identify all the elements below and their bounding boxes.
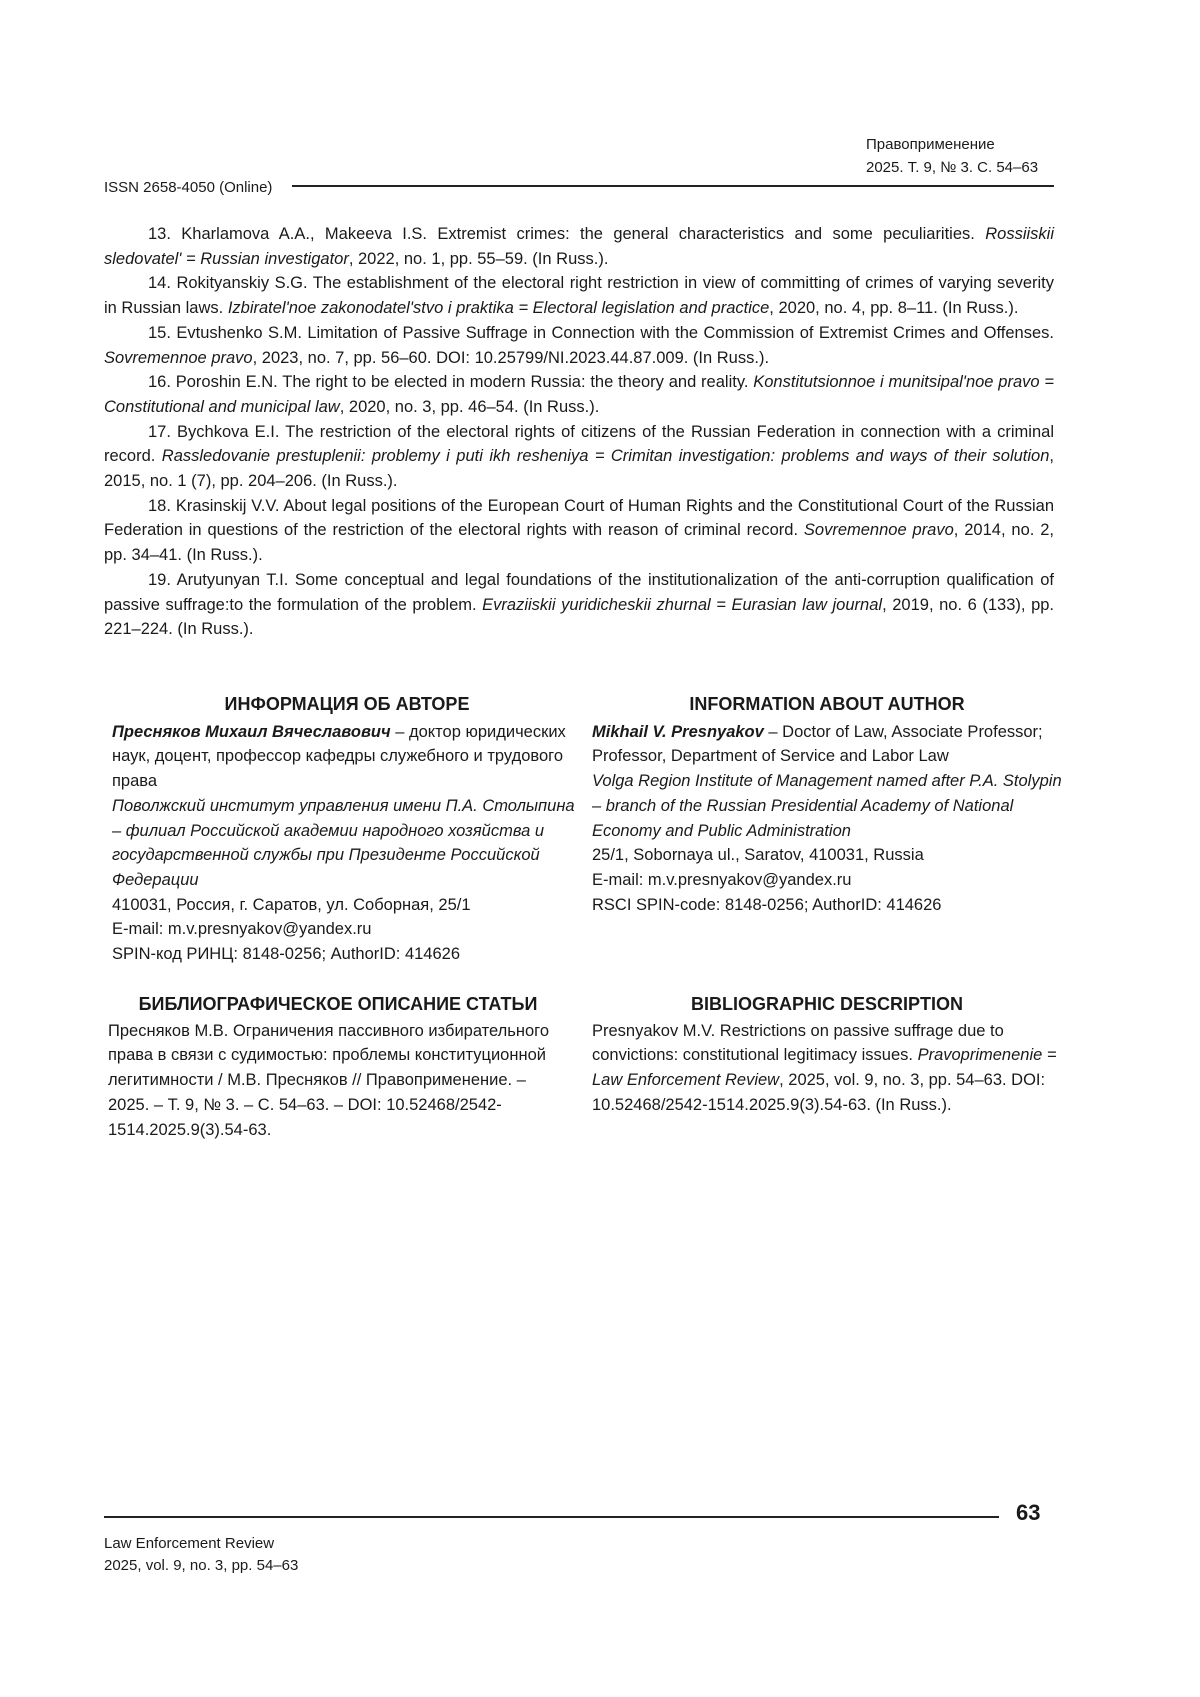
- affiliation-text: Volga Region Institute of Management named after P.A. Stolypin – branch of the Russian Presidential Academy of National Economy and Public Administration: [592, 772, 1062, 839]
- reference-source: Rossiiskii sledovatel' = Russian investigator: [104, 225, 1054, 268]
- author-degree: – Doctor of Law, Associate Professor; Professor, Department of Service and Labor Law: [592, 723, 1043, 766]
- reference-source: Sovremennoe pravo: [804, 521, 954, 539]
- bibliographic-details: , 2025, vol. 9, no. 3, pp. 54–63. DOI: 10.52468/2542-1514.2025.9(3).54-63. (In Russ.).: [592, 1071, 1045, 1114]
- author-position: [112, 720, 582, 794]
- reference-details: , 2015, no. 1 (7), pp. 204–206. (In Russ.).: [104, 447, 1054, 490]
- reference-item: [104, 321, 1054, 370]
- bibliographic-text: Пресняков М.В. Ограничения пассивного избирательного права в связи с судимостью: проблемы конституционной легитимности / М.В. Пресняков // Правоприменение. – 2025. – Т. 9, № 3. – С. 54–63. – DOI: 10.52468/2542-1514.2025.9(3).54-63.: [108, 1019, 568, 1143]
- bibliographic-citation: Presnyakov M.V. Restrictions on passive suffrage due to convictions: constitutional legitimacy issues.: [592, 1022, 1004, 1065]
- bibliographic-description-en: [592, 992, 1062, 1118]
- footer-divider: [104, 1516, 999, 1518]
- author-info-heading: INFORMATION ABOUT AUTHOR: [592, 692, 1062, 717]
- journal-issue: 2025. Т. 9, № 3. С. 54–63: [866, 159, 1038, 176]
- reference-text: 19. Arutyunyan T.I. Some conceptual and legal foundations of the institutionalization of the anti-corruption qualification of passive suffrage:to the formulation of the problem.: [104, 571, 1054, 614]
- author-info-en: [592, 692, 1062, 917]
- bibliographic-source: Pravoprimenenie = Law Enforcement Review: [592, 1046, 1057, 1089]
- reference-item: [104, 568, 1054, 642]
- reference-list: [104, 222, 1054, 642]
- affiliation-text: Поволжский институт управления имени П.А. Столыпина – филиал Российской академии народного хозяйства и государственной службы при Президенте Российской Федерации: [112, 797, 575, 889]
- author-ids: RSCI SPIN-code: 8148-0256; AuthorID: 414626: [592, 893, 1062, 918]
- reference-item: [104, 420, 1054, 494]
- reference-text: 17. Bychkova E.I. The restriction of the electoral rights of citizens of the Russian Federation in connection with a criminal record.: [104, 423, 1054, 466]
- author-info-heading: ИНФОРМАЦИЯ ОБ АВТОРЕ: [112, 692, 582, 717]
- footer-journal-issue: 2025, vol. 9, no. 3, pp. 54–63: [104, 1557, 298, 1574]
- author-position: [592, 720, 1062, 769]
- author-degree: – доктор юридических наук, доцент, профессор кафедры служебного и трудового права: [112, 723, 566, 790]
- reference-source: Evraziiskii yuridicheskii zhurnal = Eurasian law journal: [482, 596, 882, 614]
- author-affiliation: [112, 794, 582, 893]
- bibliographic-heading: БИБЛИОГРАФИЧЕСКОЕ ОПИСАНИЕ СТАТЬИ: [108, 992, 568, 1017]
- reference-details: , 2020, no. 3, pp. 46–54. (In Russ.).: [340, 398, 600, 416]
- bibliographic-heading: BIBLIOGRAPHIC DESCRIPTION: [592, 992, 1062, 1017]
- reference-text: 13. Kharlamova A.A., Makeeva I.S. Extremist crimes: the general characteristics and some peculiarities.: [148, 225, 985, 243]
- reference-details: , 2023, no. 7, pp. 56–60. DOI: 10.25799/NI.2023.44.87.009. (In Russ.).: [253, 349, 769, 367]
- author-address: 410031, Россия, г. Саратов, ул. Соборная, 25/1: [112, 893, 582, 918]
- header-divider: [292, 185, 1054, 187]
- bibliographic-description-ru: [108, 992, 568, 1142]
- author-info-ru: [112, 692, 582, 967]
- footer-journal-name: Law Enforcement Review: [104, 1535, 274, 1552]
- page-number: 63: [1016, 1500, 1040, 1526]
- author-ids: SPIN-код РИНЦ: 8148-0256; AuthorID: 414626: [112, 942, 582, 967]
- reference-item: [104, 370, 1054, 419]
- reference-details: , 2022, no. 1, pp. 55–59. (In Russ.).: [349, 250, 609, 268]
- reference-source: Konstitutsionnoe i munitsipal'noe pravo = Constitutional and municipal law: [104, 373, 1054, 416]
- reference-details: , 2020, no. 4, pp. 8–11. (In Russ.).: [769, 299, 1018, 317]
- reference-source: Izbiratel'noe zakonodatel'stvo i praktika = Electoral legislation and practice: [228, 299, 769, 317]
- reference-source: Rassledovanie prestuplenii: problemy i puti ikh resheniya = Crimitan investigation: problems and ways of their solution: [162, 447, 1050, 465]
- reference-details: , 2014, no. 2, pp. 34–41. (In Russ.).: [104, 521, 1054, 564]
- reference-details: , 2019, no. 6 (133), pp. 221–224. (In Russ.).: [104, 596, 1054, 639]
- reference-text: 14. Rokityanskiy S.G. The establishment of the electoral right restriction in view of committing of crimes of varying severity in Russian laws.: [104, 274, 1054, 317]
- reference-source: Sovremennoe pravo: [104, 349, 253, 367]
- issn: ISSN 2658-4050 (Online): [104, 179, 272, 196]
- reference-text: 16. Poroshin E.N. The right to be elected in modern Russia: the theory and reality.: [148, 373, 753, 391]
- author-name: Mikhail V. Presnyakov: [592, 723, 764, 741]
- reference-item: [104, 271, 1054, 320]
- author-address: 25/1, Sobornaya ul., Saratov, 410031, Russia: [592, 843, 1062, 868]
- author-email: E-mail: m.v.presnyakov@yandex.ru: [592, 868, 1062, 893]
- journal-name: Правоприменение: [866, 136, 995, 153]
- reference-item: [104, 494, 1054, 568]
- reference-text: 18. Krasinskij V.V. About legal positions of the European Court of Human Rights and the Constitutional Court of the Russian Federation in questions of the restriction of the electoral rights with reason of criminal record.: [104, 497, 1054, 540]
- reference-item: [104, 222, 1054, 271]
- author-affiliation: [592, 769, 1062, 843]
- reference-text: 15. Evtushenko S.M. Limitation of Passive Suffrage in Connection with the Commission of Extremist Crimes and Offenses.: [148, 324, 1054, 342]
- author-email: E-mail: m.v.presnyakov@yandex.ru: [112, 917, 582, 942]
- author-name: Пресняков Михаил Вячеславович: [112, 723, 391, 741]
- bibliographic-text: [592, 1019, 1062, 1118]
